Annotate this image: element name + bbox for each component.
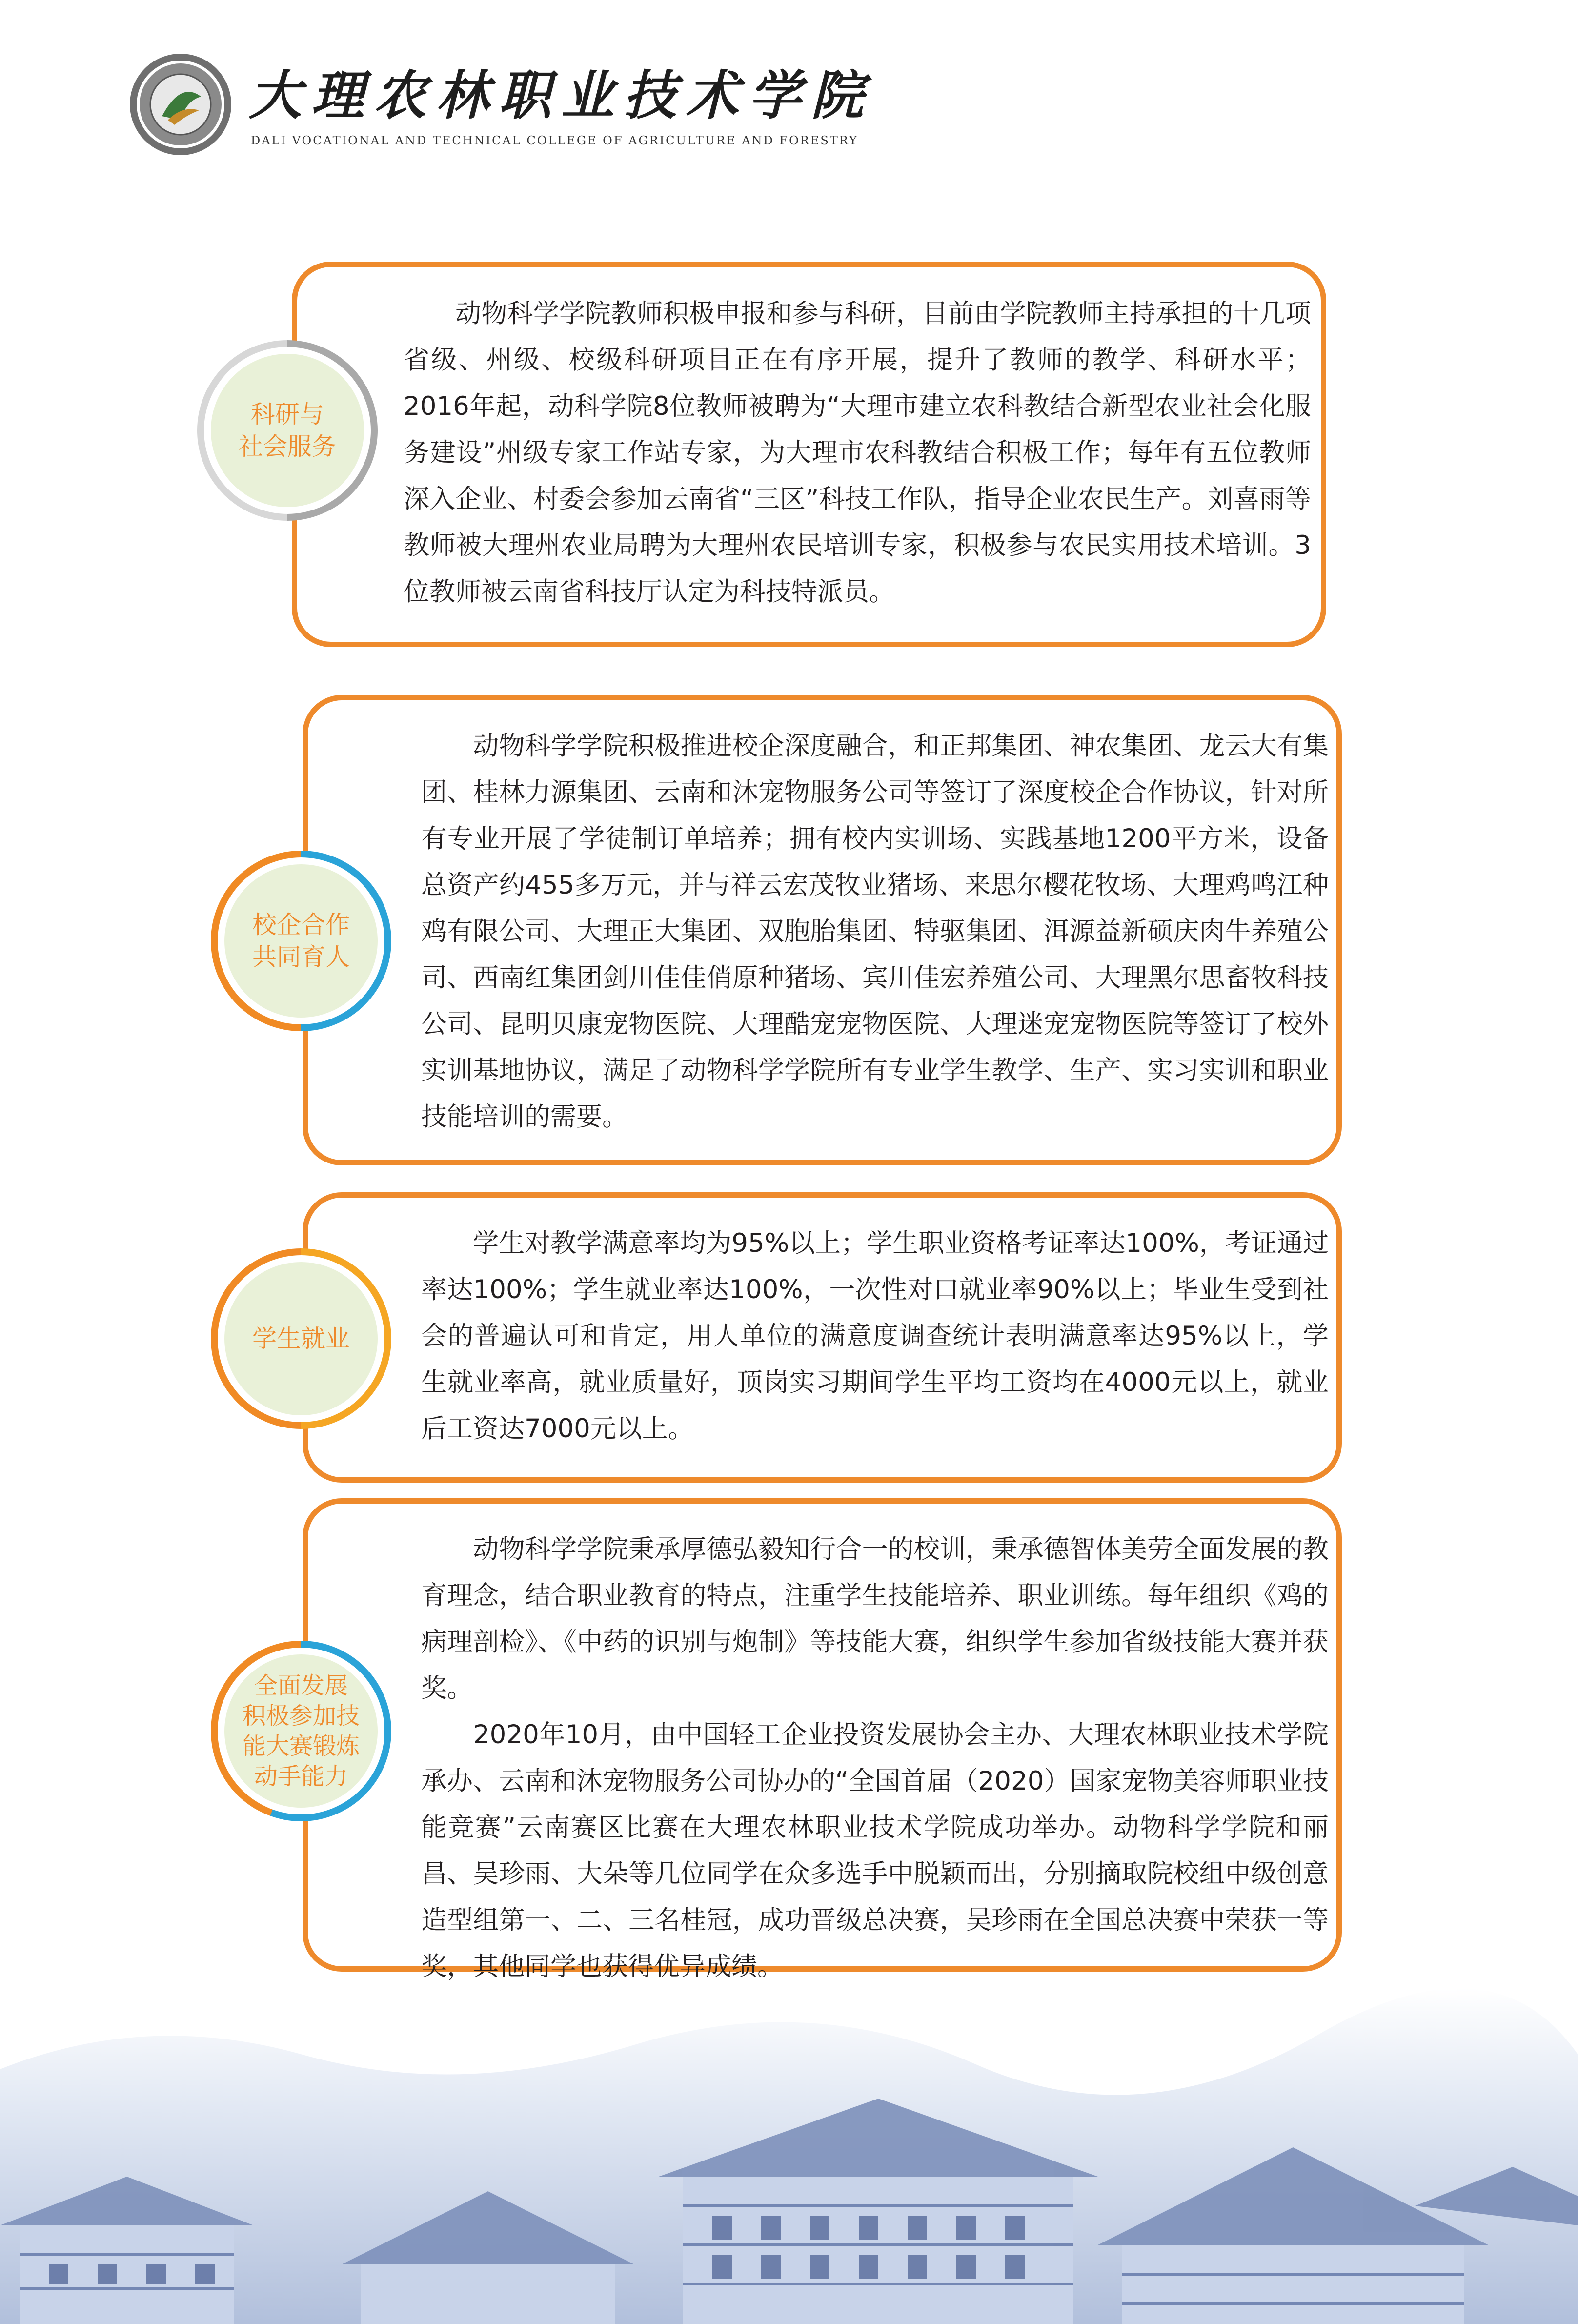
section-text: 学生对教学满意率均为95%以上；学生职业资格考证率达100%，考证通过率达100%；学生就业率达100%，一次性对口就业率90%以上；毕业生受到社会的普遍认可和肯定，用人单位的满意度调查统计表明满意率达95%以上，学生就业率高，就业质量好，顶岗实习期间学生平均工资均在4000元以上，就业后工资达7000元以上。 — [421, 1228, 1329, 1444]
section-text: 动物科学学院秉承厚德弘毅知行合一的校训，秉承德智体美劳全面发展的教育理念，结合职业教育的特点，注重学生技能培养、职业训练。每年组织《鸡的病理剖检》、《中药的识别与炮制》等技能大赛，组织学生参加省级技能大赛并获奖。 2020年10月，由中国轻工企业投资发展协会主办、大理农林职业技术学院承办、云南和沐宠物服务公司协办的“全国首届（2020）国家宠物美容师职业技能竞赛”云南赛区比赛在大理农林职业技术学院成功举办。动物科学学院和丽昌、吴珍雨、大朵等几位同学在众多选手中脱颖而出，分别摘取院校组中级创意造型组第一、二、三名桂冠，成功晋级总决赛，吴珍雨在全国总决赛中荣获一等奖，其他同学也获得优异成绩。 — [421, 1534, 1329, 1981]
section-card-development — [303, 1498, 1342, 1981]
school-name-en: DALI VOCATIONAL AND TECHNICAL COLLEGE OF AGRICULTURE AND FORESTRY — [251, 134, 858, 147]
section-label: 科研与 社会服务 — [211, 354, 364, 507]
section-card-research — [292, 262, 1326, 647]
section-text: 动物科学学院教师积极申报和参与科研，目前由学院教师主持承担的十几项省级、州级、校级科研项目正在有序开展，提升了教师的教学、科研水平；2016年起，动科学院8位教师被聘为“大理市建立农科教结合新型农业社会化服务建设”州级专家工作站专家，为大理市农科教结合积极工作；每年有五位教师深入企业、村委会参加云南省“三区”科技工作队，指导企业农民生产。刘喜雨等教师被大理州农业局聘为大理州农民培训专家，积极参与农民实用技术培训。3位教师被云南省科技厅认定为科技特派员。 — [404, 299, 1311, 607]
section-label: 全面发展 积极参加技 能大赛锻炼 动手能力 — [224, 1654, 378, 1808]
header — [128, 52, 874, 169]
section-text: 动物科学学院积极推进校企深度融合，和正邦集团、神农集团、龙云大有集团、桂林力源集团、云南和沐宠物服务公司等签订了深度校企合作协议，针对所有专业开展了学徒制订单培养；拥有校内实训场、实践基地1200平方米，设备总资产约455多万元，并与祥云宏茂牧业猪场、来思尔樱花牧场、大理鸡鸣江种鸡有限公司、大理正大集团、双胞胎集团、特驱集团、洱源益新硕庆肉牛养殖公司、西南红集团剑川佳佳俏原种猪场、宾川佳宏养殖公司、大理黑尔思畜牧科技公司、昆明贝康宠物医院、大理酷宠宠物医院、大理迷宠宠物医院等签订了校外实训基地协议，满足了动物科学学院所有专业学生教学、生产、实习实训和职业技能培训的需要。 — [421, 731, 1329, 1132]
school-name-cn: 大理农林职业技术学院 — [249, 65, 874, 126]
section-badge-employment — [211, 1248, 391, 1429]
section-badge-development — [211, 1641, 391, 1821]
section-card-employment — [303, 1192, 1342, 1483]
section-label: 学生就业 — [224, 1262, 378, 1415]
school-seal-icon — [128, 52, 233, 157]
section-card-cooperation — [303, 695, 1342, 1165]
section-badge-cooperation — [211, 851, 391, 1031]
campus-illustration — [0, 1972, 1578, 2324]
section-badge-research — [197, 340, 378, 521]
section-label: 校企合作 共同育人 — [224, 864, 378, 1018]
